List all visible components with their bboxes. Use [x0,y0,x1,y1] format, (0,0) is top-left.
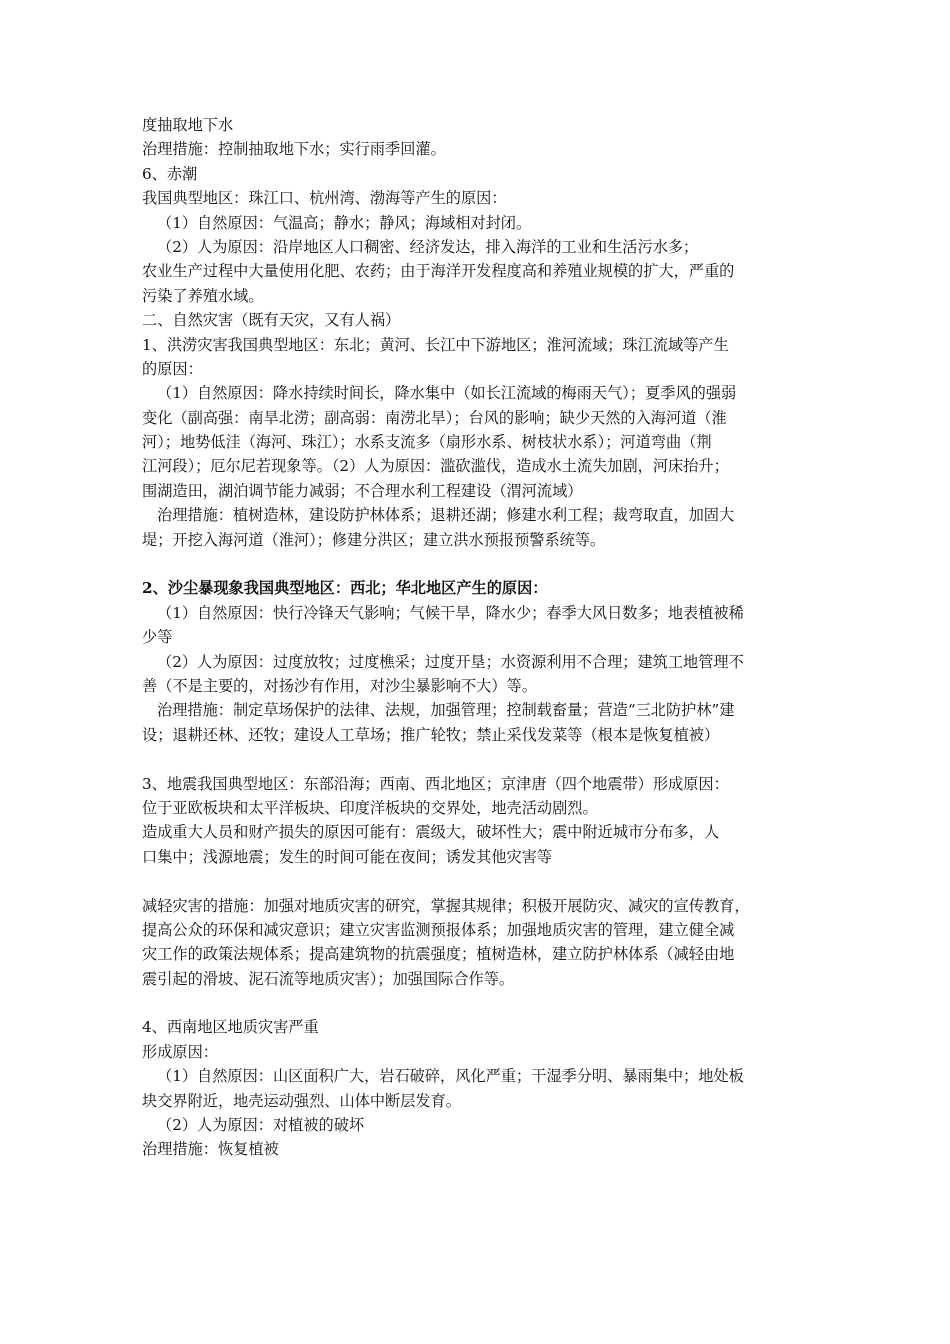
text-line: 治理措施：恢复植被 [142,1140,279,1159]
blank-line [142,991,820,1015]
text-line: （2）人为原因：对植被的破坏 [157,1116,365,1135]
text-line: 江河段）；厄尔尼若现象等。（2）人为原因：滥砍滥伐，造成水土流失加剧，河床抬升； [142,457,729,476]
text-line: 我国典型地区：珠江口、杭州湾、渤海等产生的原因： [142,189,507,208]
text-line: 治理措施：控制抽取地下水；实行雨季回灌。 [142,140,446,159]
text-line: 灾工作的政策法规体系；提高建筑物的抗震强度；植树造林，建立防护林体系（减轻由地 [142,945,735,964]
text-line: （1）自然原因：降水持续时间长，降水集中（如长江流域的梅雨天气）；夏季风的强弱 [157,384,737,403]
section-heading: 3、地震我国典型地区：东部沿海；西南、西北地区；京津唐（四个地震带）形成原因： [142,774,729,793]
text-line: 提高公众的环保和减灾意识；建立灾害监测预报体系；加强地质灾害的管理，建立健全减 [142,920,735,939]
text-line: 围湖造田，湖泊调节能力减弱；不合理水利工程建设（渭河流域） [142,481,583,500]
text-line: （2）人为原因：过度放牧；过度樵采；过度开垦；水资源利用不合理；建筑工地管理不 [157,652,744,671]
text-line: 形成原因： [142,1042,218,1061]
section-heading: 2、沙尘暴现象我国典型地区：西北；华北地区产生的原因： [142,579,548,598]
text-line: 口集中；浅源地震；发生的时间可能在夜间；诱发其他灾害等 [142,847,553,866]
text-line: 度抽取地下水 [142,116,234,134]
text-line: 农业生产过程中大量使用化肥、农药；由于海洋开发程度高和养殖业规模的扩大，严重的 [142,262,735,281]
text-line: 善（不是主要的，对扬沙有作用，对沙尘暴影响不大）等。 [142,676,537,695]
blank-line [142,747,820,771]
text-line: （1）自然原因：气温高；静水；静风；海域相对封闭。 [157,213,532,232]
text-line: （2）人为原因：沿岸地区人口稠密、经济发达，排入海洋的工业和生活污水多； [157,237,699,256]
text-line: 少等 [142,628,173,647]
section-heading: 4、西南地区地质灾害严重 [142,1018,319,1037]
text-line: （1）自然原因：快行冷锋天气影响；气候干旱，降水少；春季大风日数多；地表植被稀 [157,603,744,622]
text-line: （1）自然原因：山区面积广大，岩石破碎，风化严重；干湿季分明、暴雨集中；地处板 [157,1067,744,1086]
text-line: 河）；地势低洼（海河、珠江）；水系支流多（扇形水系、树枝状水系）；河道弯曲（荆 [142,433,712,452]
section-heading: 二、自然灾害（既有天灾，又有人祸） [142,311,401,330]
text-line: 造成重大人员和财产损失的原因可能有：震级大，破坏性大；震中附近城市分布多，人 [142,823,720,842]
text-line: 震引起的滑坡、泥石流等地质灾害）；加强国际合作等。 [142,969,515,988]
text-line: 减轻灾害的措施：加强对地质灾害的研究，掌握其规律；积极开展防灾、减灾的宣传教育， [142,896,750,915]
section-heading: 1、洪涝灾害我国典型地区：东北；黄河、长江中下游地区；淮河流域；珠江流域等产生 [142,335,729,354]
text-line: 治理措施：植树造林，建设防护林体系；退耕还湖；修建水利工程；裁弯取直，加固大 [157,506,735,525]
section-heading: 6、赤潮 [142,164,198,183]
text-line: 变化（副高强：南旱北涝；副高弱：南涝北旱）；台风的影响；缺少天然的入海河道（淮 [142,408,727,427]
text-line: 块交界附近，地壳运动强烈、山体中断层发育。 [142,1091,461,1110]
text-line: 治理措施：制定草场保护的法律、法规，加强管理；控制载畜量；营造“三北防护林”建 [157,701,735,720]
text-line: 污染了养殖水域。 [142,286,264,305]
text-line: 设；退耕还林、还牧；建设人工草场；推广轮牧；禁止采伐发菜等（根本是恢复植被） [142,725,720,744]
blank-line [142,869,820,893]
blank-line [142,552,820,576]
text-line: 位于亚欧板块和太平洋板块、印度洋板块的交界处，地壳活动剧烈。 [142,798,598,817]
text-line: 堤；开挖入海河道（淮河）；修建分洪区；建立洪水预报预警系统等。 [142,530,606,549]
document-body [142,113,820,1162]
text-line: 的原因： [142,359,203,378]
